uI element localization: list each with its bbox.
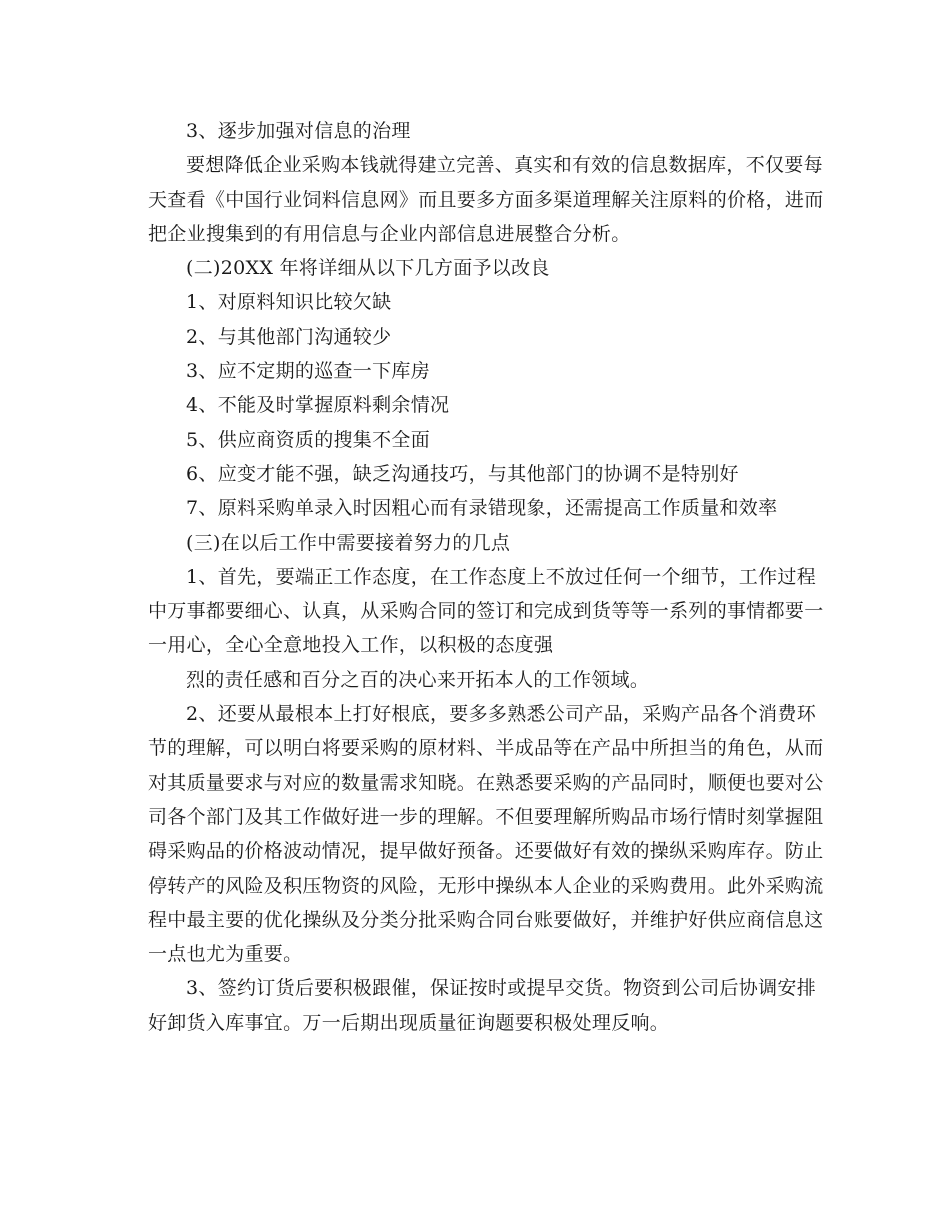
list-item: 1、对原料知识比较欠缺	[186, 291, 392, 314]
text-line: 要想降低企业采购本钱就得建立完善、真实和有效的信息数据库，不仅要每	[186, 154, 823, 177]
text-line: 1、首先，要端正工作态度，在工作态度上不放过任何一个细节，工作过程	[186, 565, 816, 588]
list-item: 5、供应商资质的搜集不全面	[186, 428, 430, 451]
text-line: 节的理解，可以明白将要采购的原材料、半成品等在产品中所担当的角色，从而	[148, 737, 824, 760]
list-item: 3、应不定期的巡查一下库房	[186, 360, 430, 383]
text-line: 3、签约订货后要积极跟催，保证按时或提早交货。物资到公司后协调安排	[186, 977, 816, 1000]
list-item: 2、与其他部门沟通较少	[186, 325, 392, 348]
text-line: 停转产的风险及积压物资的风险，无形中操纵本人企业的采购费用。此外采购流	[148, 874, 824, 897]
text-line: 天查看《中国行业饲料信息网》而且要多方面多渠道理解关注原料的价格，进而	[148, 188, 824, 211]
text-line: 烈的责任感和百分之百的决心来开拓本人的工作领域。	[186, 668, 650, 691]
text-line: 2、还要从最根本上打好根底，要多多熟悉公司产品，采购产品各个消费环	[186, 703, 816, 726]
list-item: 7、原料采购单录入时因粗心而有录错现象，还需提高工作质量和效率	[186, 497, 778, 520]
text-line: 程中最主要的优化操纵及分类分批采购合同台账要做好，并维护好供应商信息这	[148, 908, 824, 931]
text-line: 司各个部门及其工作做好进一步的理解。不但要理解所购品市场行情时刻掌握阻	[148, 805, 824, 828]
list-item: 4、不能及时掌握原料剩余情况	[186, 394, 450, 417]
text-line: 把企业搜集到的有用信息与企业内部信息进展整合分析。	[148, 222, 631, 245]
text-line: 一用心，全心全意地投入工作，以积极的态度强	[148, 634, 554, 657]
text-line: 一点也尤为重要。	[148, 943, 303, 966]
list-item: 6、应变才能不强，缺乏沟通技巧，与其他部门的协调不是特别好	[186, 462, 739, 485]
text-line: 中万事都要细心、认真，从采购合同的签订和完成到货等等一系列的事情都要一	[148, 600, 824, 623]
text-line: 对其质量要求与对应的数量需求知晓。在熟悉要采购的产品同时，顺便也要对公	[148, 771, 824, 794]
text-line: 碍采购品的价格波动情况，提早做好预备。还要做好有效的操纵采购库存。防止	[148, 840, 824, 863]
text-line: 好卸货入库事宜。万一后期出现质量征询题要积极处理反响。	[148, 1011, 670, 1034]
section-heading: (二)20XX 年将详细从以下几方面予以改良	[186, 257, 550, 280]
document-body	[148, 114, 824, 1040]
section-heading: (三)在以后工作中需要接着努力的几点	[186, 531, 511, 554]
text-line: 3、逐步加强对信息的治理	[186, 120, 411, 142]
